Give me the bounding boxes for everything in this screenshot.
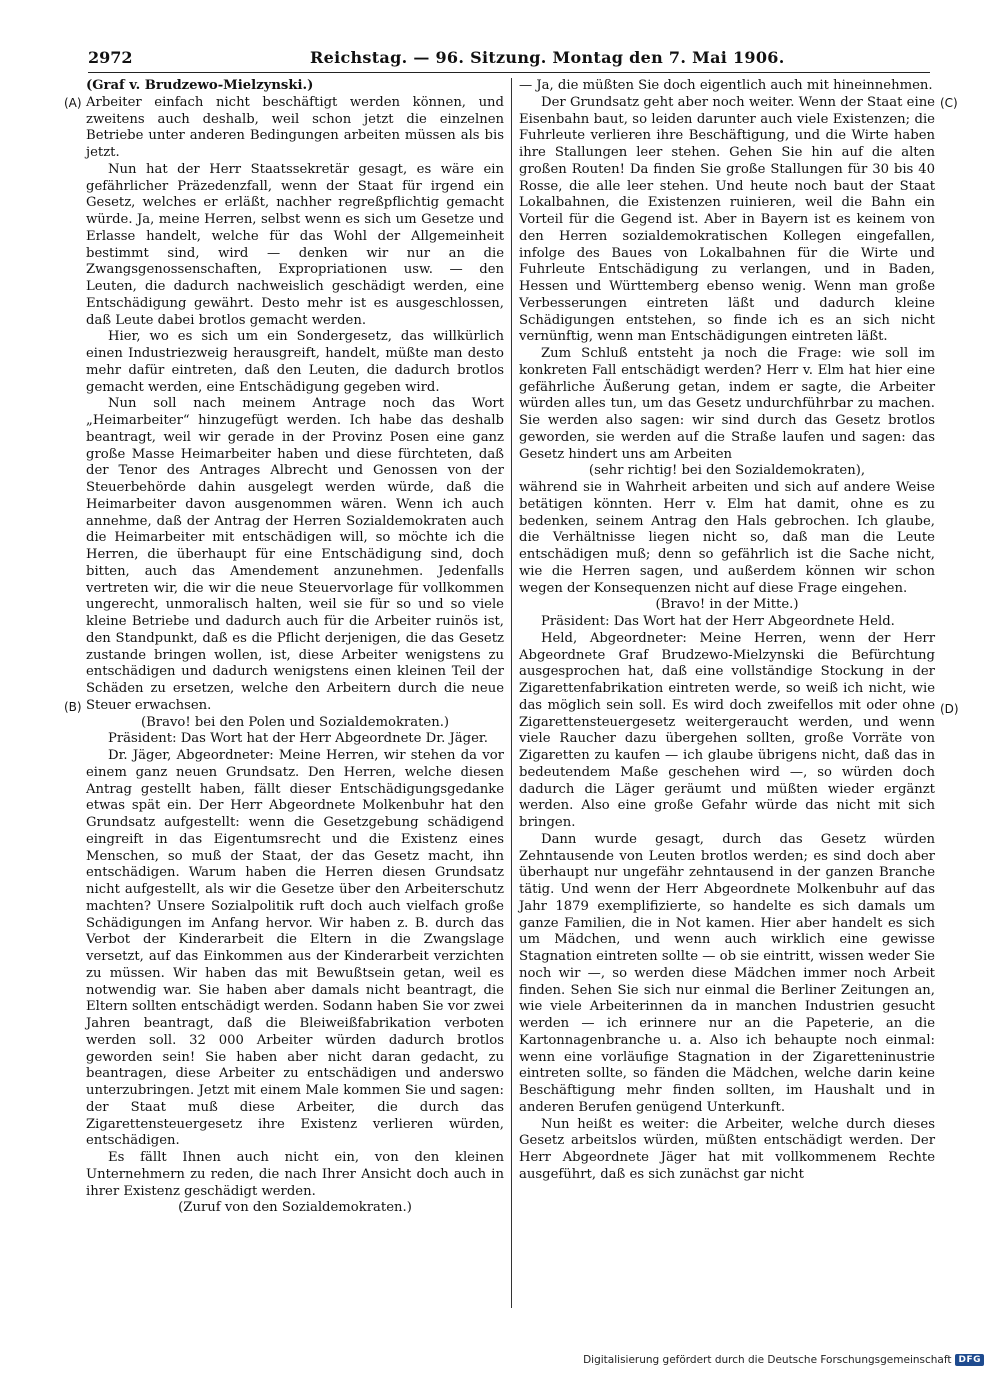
speaker-note: (Graf v. Brudzewo-Mielzynski.) — [86, 78, 314, 93]
paragraph: Dann wurde gesagt, durch das Gesetz würden Zehntausende von Leuten brotlos werden; es sind doch aber überhaupt nur ungefähr zehntausend in der ganzen Branche tätig. Und wenn der Herr Abgeordnete Molkenbuhr auf das Jahr 1879 exemplifizierte, so handelte es sich damals um ganze Familien, die in Not kamen. Hier aber handelt es sich um Mädchen, und wenn auch wirklich eine gewisse Stagnation eintreten sollte — ob sie eintritt, wissen weder Sie noch wir —, so werden diese Mädchen immer noch Arbeit finden. Sehen Sie sich nur einmal die Berliner Zeitungen an, wie viele Arbeiterinnen da in manchen Industrien gesucht werden — ich erinnere nur an die Papeterie, an die Kartonnagenbranche u. a. Also ich behaupte noch einmal: wenn eine vorläufige Stagnation in der Zigaretteninustrie eintreten sollte, so fänden die Mädchen, welche darin keine Beschäftigung mehr finden sollten, im Haushalt und in anderen Berufen genügend Unterkunft. — [519, 831, 935, 1115]
paragraph: — Ja, die müßten Sie doch eigentlich auch mit hineinnehmen. — [519, 78, 933, 93]
margin-mark-d: (D) — [940, 702, 959, 716]
dfg-logo-icon: DFG — [955, 1354, 984, 1366]
president-remark: Präsident: Das Wort hat der Herr Abgeordnete Dr. Jäger. — [108, 731, 488, 747]
header-rule — [88, 72, 930, 73]
paragraph: Hier, wo es sich um ein Sondergesetz, das willkürlich einen Industriezweig herausgreift, handelt, müßte man desto mehr dafür eintreten, daß den Leuten, die dadurch brotlos gemacht werden, eine Entschädigung gegeben wird. — [86, 329, 504, 395]
president-remark: Präsident: Das Wort hat der Herr Abgeordnete Held. — [541, 614, 895, 629]
speech-paragraph: Dr. Jäger, Abgeordneter: Meine Herren, wir stehen da vor einem ganz neuen Grundsatz. Den Herren, welche diesen Antrag gestellt haben, fällt dieser Entschädigungsgedanke etwas spät ein. Der Herr Abgeordnete Molkenbuhr hat den Grundsatz aufgestellt: wenn die Gesetzgebung schädigend eingreift in das Eigentumsrecht und die Existenz eines Menschen, so muß der Staat, der das Gesetz macht, ihn entschädigen. Warum haben die Herren diesen Grundsatz nicht aufgestellt, als wir die Gesetze über den Arbeiterschutz machten? Unsere Sozialpolitik ruft doch auch vielfach große Schädigungen im Anfang hervor. Wir haben z. B. durch das Verbot der Kinderarbeit die Eltern in die Zwangslage versetzt, auf das Einkommen aus der Kinderarbeit verzichten zu müssen. Wir haben das mit Bewußtsein getan, weil es notwendig war. Sie haben aber damals nicht beantragt, die Eltern sollten entschädigt werden. Sodann haben Sie vor zwei Jahren beantragt, daß die Bleiweißfabrikation verboten werden soll. 32 000 Arbeiter würden dadurch brotlos geworden sein! Sie haben aber nicht daran gedacht, zu beantragen, diese Arbeiter zu entschädigen und anderswo unterzubringen. Jetzt mit einem Male kommen Sie und sagen: der Staat muß diese Arbeiter, die durch das Zigarettensteuergesetz ihre Existenz verlieren würden, entschädigen. — [86, 748, 504, 1149]
margin-mark-b: (B) — [64, 700, 82, 714]
footer-text: Digitalisierung gefördert durch die Deutsche Forschungsgemeinschaft — [583, 1354, 952, 1366]
paragraph: Nun heißt es weiter: die Arbeiter, welche durch dieses Gesetz arbeitslos würden, müßten entschädigt werden. Der Herr Abgeordnete Jäger hat mit vollkommenem Rechte ausgeführt, daß es sich zunächst gar nicht — [519, 1116, 935, 1182]
interjection: (Bravo! bei den Polen und Sozialdemokraten.) — [140, 714, 450, 730]
paragraph: Arbeiter einfach nicht beschäftigt werden können, und zweitens auch deshalb, weil schon jetzt die einzelnen Betriebe unter anderen Bedingungen arbeiten müssen als bis jetzt. — [86, 94, 504, 160]
paragraph: Nun hat der Herr Staatssekretär gesagt, es wäre ein gefährlicher Präzedenzfall, wenn der Staat für irgend ein Gesetz, welches er erläßt, nachher regreßpflichtig gemacht würde. Ja, meine Herren, selbst wenn es sich um Gesetze und Erlasse handelt, welche für das Wohl der Allgemeinheit bestimmt sind, wird — denken wir nur an die Zwangsgenossenschaften, Expropriationen usw. — den Leuten, die dadurch nachweislich geschädigt werden, eine Entschädigung gewährt. Desto mehr ist es ausgeschlossen, daß Leute dabei brotlos gemacht werden. — [86, 161, 504, 328]
running-title: Reichstag. — 96. Sitzung. Montag den 7. Mai 1906. — [310, 48, 785, 67]
margin-mark-a: (A) — [64, 96, 82, 110]
speech-paragraph: Held, Abgeordneter: Meine Herren, wenn der Herr Abgeordnete Graf Brudzewo-Mielzynski die Befürchtung ausgesprochen hat, daß eine vollständige Stockung in der Zigarettenfabrikation eintreten werde, so weiß ich nicht, wie das möglich sein soll. Es wird doch zweifellos mit oder ohne Zigarettensteuergesetz weitergeraucht werden, und wenn viele Raucher dazu übergehen sollten, große Vorräte von Zigaretten zu kaufen — ich glaube übrigens nicht, daß das in bedeutendem Maße geschehen wird —, so würden doch dadurch die Läger geräumt und müßten wieder ergänzt werden. Also eine große Gefahr würde das nicht mit sich bringen. — [519, 630, 935, 830]
interjection: (Bravo! in der Mitte.) — [655, 597, 799, 613]
column-divider — [511, 78, 512, 1308]
paragraph: Zum Schluß entsteht ja noch die Frage: wie soll im konkreten Fall entschädigt werden? Herr v. Elm hat hier eine gefährliche Äußerung getan, indem er sagte, die Arbeiter würden alles tun, um das Gesetz undurchführbar zu machen. Sie werden also sagen: wir sind durch das Gesetz brotlos geworden, sie werden auf die Straße laufen und sagen: das Gesetz hindert uns am Arbeiten — [519, 346, 935, 462]
right-column — [519, 78, 935, 1184]
margin-mark-c: (C) — [940, 96, 958, 110]
paragraph: während sie in Wahrheit arbeiten und sich auf andere Weise betätigen könnten. Herr v. Elm hat damit, ohne es zu bedenken, seinem Antrag den Hals gebrochen. Ich glaube, die Verhältnisse liegen nicht so, daß man die Leute entschädigen muß; denn so gefährlich ist die Sache nicht, wie die Herren sagen, und außerdem können wir schon wegen der Konsequenzen nicht auf diese Frage eingehen. — [519, 480, 935, 596]
page-number: 2972 — [88, 48, 133, 67]
paragraph: Nun soll nach meinem Antrage noch das Wort „Heimarbeiter“ hinzugefügt werden. Ich habe das deshalb beantragt, weil wir gerade in der Provinz Posen eine ganz große Masse Heimarbeiter haben und diese fürchteten, daß der Tenor des Antrages Albrecht und Genossen von der Steuerbehörde dahin ausgelegt werden würde, daß die Heimarbeiter davon ausgenommen wären. Wenn ich auch annehme, daß der Antrag der Herren Sozialdemokraten auch die Heimarbeiter mit entschädigen will, so möchte ich die Herren, die überhaupt für eine Entschädigung sind, doch bitten, auch das Amendement anzunehmen. Jedenfalls vertreten wir, die wir die neue Steuervorlage für vollkommen ungerecht, unmoralisch halten, weil sie für so und so viele kleine Betriebe und dadurch auch für die Arbeiter ruinös ist, den Standpunkt, daß es die Pflicht derjenigen, die das Gesetz zustande bringen wollen, ist, diese Arbeiter wenigstens zu entschädigen und dadurch wenigstens einen kleinen Teil der Schäden zu ersetzen, welche den Arbeitern durch die neue Steuer erwachsen. — [86, 396, 504, 713]
paragraph: Es fällt Ihnen auch nicht ein, von den kleinen Unternehmern zu reden, die nach Ihrer Ansicht doch auch in ihrer Existenz geschädigt werden. — [86, 1150, 504, 1199]
interjection: (sehr richtig! bei den Sozialdemokraten), — [588, 463, 866, 479]
left-column — [86, 78, 504, 1217]
page-header — [88, 48, 928, 72]
interjection: (Zuruf von den Sozialdemokraten.) — [178, 1200, 412, 1216]
digitization-credit — [583, 1354, 984, 1366]
paragraph: Der Grundsatz geht aber noch weiter. Wenn der Staat eine Eisenbahn baut, so leiden darunter auch viele Existenzen; die Fuhrleute verlieren ihre Beschäftigung, und die Wirte haben ihre Stallungen leer stehen. Gehen Sie hin auf die alten großen Routen! Da finden Sie große Stallungen für 30 bis 40 Rosse, die alle leer stehen. Und heute noch baut der Staat Lokalbahnen, die Existenzen ruinieren, weil die Bahn ein Vorteil für die Gegend ist. Aber in Bayern ist es keinem von den Herren sozialdemokratischen Kollegen eingefallen, infolge des Baues von Lokalbahnen für die Wirte und Fuhrleute Entschädigung zu verlangen, und in Baden, Hessen und Württemberg ebenso wenig. Wenn man große Verbesserungen eintreten läßt und dadurch kleine Schädigungen entstehen, so finde ich es an sich nicht vernünftig, wenn man Entschädigungen eintreten läßt. — [519, 94, 935, 345]
